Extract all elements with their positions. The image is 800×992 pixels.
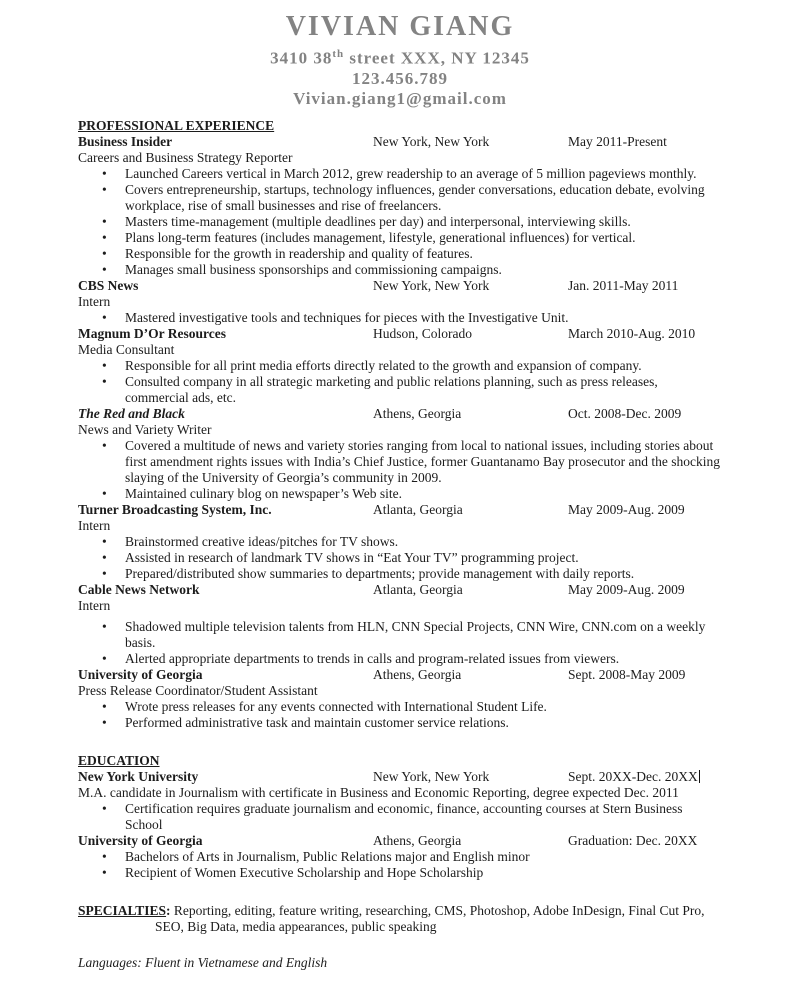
job-bullet-list xyxy=(78,699,722,731)
education-header-row xyxy=(78,769,722,785)
job-dates: Oct. 2008-Dec. 2009 xyxy=(568,406,682,421)
job-role: Media Consultant xyxy=(78,342,175,357)
bullet-item: • Certification requires graduate journalism and economic, finance, accounting courses at Stern Business School xyxy=(78,801,722,833)
job-location: Athens, Georgia xyxy=(373,406,462,421)
bullet-item: • Prepared/distributed show summaries to departments; provide management with daily reports. xyxy=(78,566,722,582)
company-name: Cable News Network xyxy=(78,582,200,597)
bullet-item: • Covers entrepreneurship, startups, technology influences, gender conversations, education debate, evolving workplace, rise of small businesses and rise of freelancers. xyxy=(78,182,722,214)
job-header-row xyxy=(78,406,722,422)
job-role: Careers and Business Strategy Reporter xyxy=(78,150,293,165)
job-bullet-list xyxy=(78,438,722,502)
job-bullet-list xyxy=(78,358,722,406)
job-bullet-list xyxy=(78,166,722,278)
bullet-item: • Maintained culinary blog on newspaper’s Web site. xyxy=(78,486,722,502)
company-name: Business Insider xyxy=(78,134,173,149)
document-header xyxy=(0,0,800,109)
address-superscript: th xyxy=(332,48,345,60)
job-entry xyxy=(78,582,722,667)
job-header-row xyxy=(78,582,722,598)
degree-description: M.A. candidate in Journalism with certificate in Business and Economic Reporting, degree expected Dec. 2011 xyxy=(78,785,679,800)
company-name: The Red and Black xyxy=(78,406,185,421)
job-bullet-list xyxy=(78,534,722,582)
job-entry xyxy=(78,278,722,326)
document-body xyxy=(78,118,722,985)
bullet-item: • Wrote press releases for any events connected with International Student Life. xyxy=(78,699,722,715)
bullet-item: • Recipient of Women Executive Scholarship and Hope Scholarship xyxy=(78,865,722,881)
candidate-address xyxy=(0,44,800,69)
candidate-phone: 123.456.789 xyxy=(352,68,448,88)
bullet-item: • Alerted appropriate departments to trends in calls and program-related issues from viewers. xyxy=(78,651,722,667)
education-bullet-list xyxy=(78,801,722,833)
education-section xyxy=(78,753,722,881)
school-name: University of Georgia xyxy=(78,833,203,848)
company-name: Magnum D’Or Resources xyxy=(78,326,226,341)
job-entry xyxy=(78,502,722,582)
candidate-email: Vivian.giang1@gmail.com xyxy=(293,88,507,108)
job-role: Intern xyxy=(78,294,111,309)
bullet-item: • Covered a multitude of news and variety stories ranging from local to national issues, including stories about first amendment rights issues with India’s Chief Justice, former Guantanamo Bay prosecutor and the shocking slaying of the University of Georgia’s community in 2009. xyxy=(78,438,722,486)
bullet-item: • Brainstormed creative ideas/pitches for TV shows. xyxy=(78,534,722,550)
bullet-item: • Consulted company in all strategic marketing and public relations planning, such as press releases, commercial ads, etc. xyxy=(78,374,722,406)
bullet-item: • Masters time-management (multiple deadlines per day) and interpersonal, interviewing skills. xyxy=(78,214,722,230)
address-post: street XXX, NY 12345 xyxy=(344,48,530,68)
bullet-item: • Assisted in research of landmark TV shows in “Eat Your TV” programming project. xyxy=(78,550,722,566)
company-name: CBS News xyxy=(78,278,139,293)
bullet-item: • Bachelors of Arts in Journalism, Public Relations major and English minor xyxy=(78,849,722,865)
job-role: Intern xyxy=(78,518,111,533)
job-dates: Sept. 2008-May 2009 xyxy=(568,667,686,682)
job-entry xyxy=(78,667,722,731)
job-header-row xyxy=(78,326,722,342)
specialties-label: SPECIALTIES xyxy=(78,903,167,918)
company-name: Turner Broadcasting System, Inc. xyxy=(78,502,272,517)
bullet-item: • Responsible for all print media efforts directly related to the growth and expansion of company. xyxy=(78,358,722,374)
job-header-row xyxy=(78,278,722,294)
education-entry xyxy=(78,833,722,881)
address-pre: 3410 38 xyxy=(270,48,333,68)
job-header-row xyxy=(78,134,722,150)
job-location: Athens, Georgia xyxy=(373,667,462,682)
job-entry xyxy=(78,406,722,502)
school-location: New York, New York xyxy=(373,769,490,784)
bullet-item: • Shadowed multiple television talents from HLN, CNN Special Projects, CNN Wire, CNN.com on a weekly basis. xyxy=(78,619,722,651)
job-entry xyxy=(78,134,722,278)
job-role: Press Release Coordinator/Student Assistant xyxy=(78,683,318,698)
job-dates: March 2010-Aug. 2010 xyxy=(568,326,696,341)
education-bullet-list xyxy=(78,849,722,881)
job-header-row xyxy=(78,502,722,518)
bullet-item: • Plans long-term features (includes management, lifestyle, generational influences) for vertical. xyxy=(78,230,722,246)
school-dates-text: Sept. 20XX-Dec. 20XX xyxy=(568,769,698,784)
education-entry xyxy=(78,769,722,833)
job-dates: May 2009-Aug. 2009 xyxy=(568,502,685,517)
job-bullet-list xyxy=(78,619,722,667)
job-role: News and Variety Writer xyxy=(78,422,212,437)
school-dates xyxy=(568,769,722,785)
job-bullet-list xyxy=(78,310,722,326)
school-dates: Graduation: Dec. 20XX xyxy=(568,833,698,848)
job-header-row xyxy=(78,667,722,683)
experience-heading: PROFESSIONAL EXPERIENCE xyxy=(78,118,275,133)
bullet-item: • Manages small business sponsorships and commissioning campaigns. xyxy=(78,262,722,278)
job-location: New York, New York xyxy=(373,134,490,149)
job-role: Intern xyxy=(78,598,111,613)
education-header-row xyxy=(78,833,722,849)
school-location: Athens, Georgia xyxy=(373,833,462,848)
job-entry xyxy=(78,326,722,406)
bullet-item: • Performed administrative task and maintain customer service relations. xyxy=(78,715,722,731)
school-name: New York University xyxy=(78,769,199,784)
specialties-colon: : xyxy=(166,903,171,918)
job-dates: May 2009-Aug. 2009 xyxy=(568,582,685,597)
education-heading: EDUCATION xyxy=(78,753,160,768)
company-name: University of Georgia xyxy=(78,667,203,682)
job-dates: May 2011-Present xyxy=(568,134,667,149)
languages-line: Languages: Fluent in Vietnamese and English xyxy=(78,955,328,970)
job-location: Hudson, Colorado xyxy=(373,326,472,341)
job-dates: Jan. 2011-May 2011 xyxy=(568,278,679,293)
specialties-line xyxy=(78,903,722,935)
specialties-text: Reporting, editing, feature writing, researching, CMS, Photoshop, Adobe InDesign, Final Cut Pro, SEO, Big Data, media appearances, public speaking xyxy=(155,903,705,934)
job-location: Atlanta, Georgia xyxy=(373,502,463,517)
job-location: New York, New York xyxy=(373,278,490,293)
candidate-name: VIVIAN GIANG xyxy=(285,11,515,42)
bullet-item: • Mastered investigative tools and techniques for pieces with the Investigative Unit. xyxy=(78,310,722,326)
text-cursor xyxy=(699,770,700,783)
bullet-item: • Launched Careers vertical in March 2012, grew readership to an average of 5 million pageviews monthly. xyxy=(78,166,722,182)
bullet-item: • Responsible for the growth in readership and quality of features. xyxy=(78,246,722,262)
job-location: Atlanta, Georgia xyxy=(373,582,463,597)
